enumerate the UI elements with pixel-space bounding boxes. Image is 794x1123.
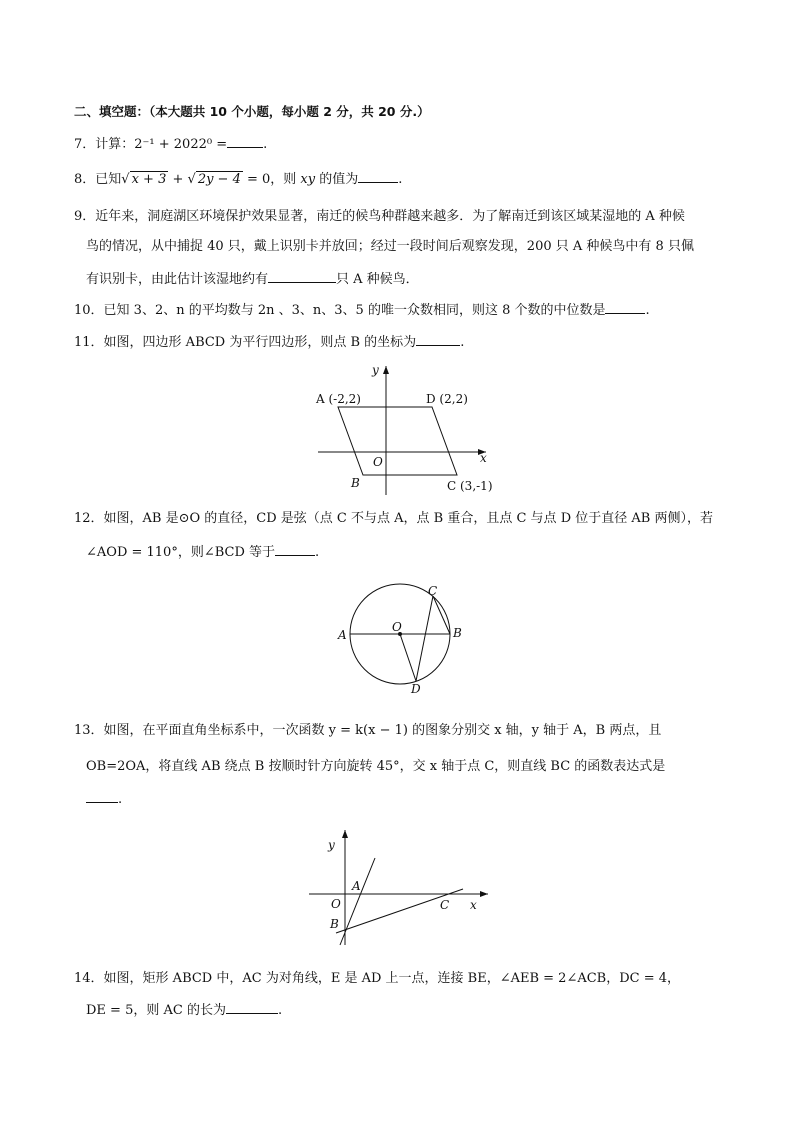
fig13-label-B: B xyxy=(330,917,339,931)
q10-suffix: . xyxy=(645,303,650,318)
q13-line-1: 13．如图，在平面直角坐标系中，一次函数 y = k(x − 1) 的图象分别交 x 轴，y 轴于 A，B 两点，且 xyxy=(74,723,662,738)
q8-mid: 的值为 xyxy=(315,172,359,187)
fig11-label-O: O xyxy=(373,455,383,469)
q14-line-2a: DE = 5，则 AC 的长为 xyxy=(86,1003,226,1018)
q7-suffix: . xyxy=(263,137,268,152)
q12-line-2a: ∠AOD = 110°，则∠BCD 等于 xyxy=(86,545,276,560)
fig13-y-arrow xyxy=(342,830,348,838)
q8-prefix: 8．已知 xyxy=(74,172,122,187)
fig11-label-D: D (2,2) xyxy=(426,392,468,406)
q8-eq: = 0，则 xyxy=(242,172,301,187)
q9-line-3a: 有识别卡，由此估计该湿地约有 xyxy=(86,272,269,287)
q14-line-1: 14．如图，矩形 ABCD 中，AC 为对角线，E 是 AD 上一点，连接 BE，∠AEB = 2∠ACB，DC = 4， xyxy=(74,971,681,986)
q8-plus: + xyxy=(168,172,188,187)
q11-suffix: . xyxy=(460,335,465,350)
q8-suffix: . xyxy=(398,172,403,187)
q8-var: xy xyxy=(300,172,316,187)
q8-radicand-1: x + 3 xyxy=(131,172,167,187)
fig12-label-D: D xyxy=(411,682,421,696)
q8-radicand-2: 2y − 4 xyxy=(197,172,241,187)
section-title: 二、填空题：（本大题共 10 个小题，每小题 2 分，共 20 分.） xyxy=(74,104,430,119)
q12-suffix: . xyxy=(315,545,320,560)
fig11-label-A: A (-2,2) xyxy=(316,392,361,406)
q13-suffix: . xyxy=(118,792,123,807)
q7-prefix: 7．计算： xyxy=(74,137,135,152)
fig11-label-B: B xyxy=(351,476,360,490)
q9-line-2: 鸟的情况，从中捕捉 40 只，戴上识别卡并放回；经过一段时间后观察发现，200 只 A 种候鸟中有 8 只佩 xyxy=(86,239,694,254)
fig12-label-A: A xyxy=(338,628,347,642)
q7-expression: 2⁻¹ + 2022⁰ = xyxy=(134,137,228,152)
fig13-x-arrow xyxy=(480,891,488,897)
q14-answer-blank[interactable] xyxy=(226,1001,278,1014)
q9-line-3b: 只 A 种候鸟． xyxy=(336,272,419,287)
fig13-label-O: O xyxy=(331,897,341,911)
fig12-label-C: C xyxy=(428,584,438,598)
fig13-label-x: x xyxy=(470,898,477,912)
fig11-label-y: y xyxy=(372,363,379,377)
question-8: 8．已知√ x + 3 + √ 2y − 4 = 0，则 xy 的值为 . xyxy=(74,172,403,187)
fig13-label-A: A xyxy=(352,879,361,893)
q12-line-1: 12．如图，AB 是⊙O 的直径，CD 是弦（点 C 不与点 A，点 B 重合，且点 C 与点 D 位于直径 AB 两侧），若 xyxy=(74,511,713,526)
fig11-label-C: C (3,-1) xyxy=(447,479,493,493)
q11-text: 11．如图，四边形 ABCD 为平行四边形，则点 B 的坐标为 xyxy=(74,335,417,350)
fig13-label-C: C xyxy=(440,898,450,912)
fig12-label-O: O xyxy=(392,620,402,634)
q9-line-1: 9．近年来，洞庭湖区环境保护效果显著，南迁的候鸟种群越来越多．为了解南迁到该区域某湿地的 A 种候 xyxy=(74,209,685,224)
fig11-label-x: x xyxy=(480,451,487,465)
q14-suffix: . xyxy=(277,1003,283,1018)
fig13-label-y: y xyxy=(328,838,335,852)
fig12-label-B: B xyxy=(453,626,462,640)
q13-line-2: OB=2OA，将直线 AB 绕点 B 按顺时针方向旋转 45°，交 x 轴于点 C，则直线 BC 的函数表达式是 xyxy=(86,759,666,774)
q10-text: 10．已知 3、2、n 的平均数与 2n 、3、n、3、5 的唯一众数相同，则这 8 个数的中位数是 xyxy=(74,303,606,318)
q14-line-2 xyxy=(86,1001,282,1020)
